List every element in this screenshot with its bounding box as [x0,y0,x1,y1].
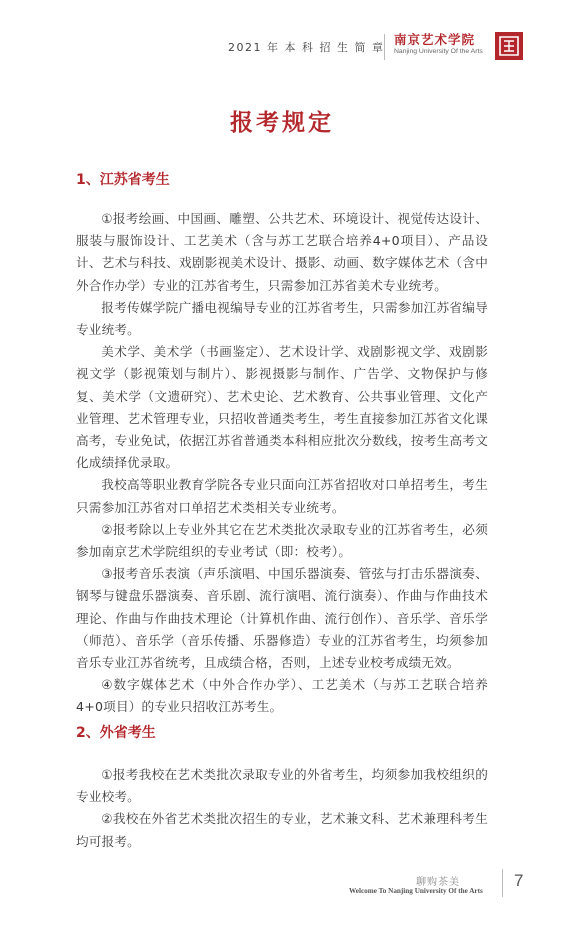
paragraph: ①报考我校在艺术类批次录取专业的外省考生，均须参加我校组织的专业校考。 [76,767,488,805]
footer-welcome-text: Welcome To Nanjing University Of the Arts [349,887,483,895]
paragraph: ③报考音乐表演（声乐演唱、中国乐器演奏、管弦与打击乐器演奏、钢琴与键盘乐器演奏、音乐剧、流行演唱、流行演奏）、作曲与作曲技术理论、作曲与作曲技术理论（计算机作曲、流行创作）、音乐学、音乐学（师范）、音乐学（音乐传播、乐器修造）专业的江苏省考生，均须参加音乐专业江苏省统考，且成绩合格，否则，上述专业校考成绩无效。 [76,566,488,671]
section-heading-jiangsu: 1、江苏省考生 [76,172,170,188]
page-header [228,30,528,64]
paragraph: 报考传媒学院广播电视编导专业的江苏省考生，只需参加江苏省编导专业统考。 [76,299,488,338]
university-logo-text: 南京艺术学院 [394,32,476,47]
page-number: 7 [514,871,524,890]
page-title: 报考规定 [230,109,334,136]
footer-divider [502,869,503,897]
paragraph: ②报考除以上专业外其它在艺术类批次录取专业的江苏省考生，必须参加南京艺术学院组织的专业考试（即：校考）。 [76,521,488,560]
paragraph: ④数字媒体艺术（中外合作办学）、工艺美术（与苏工艺联合培养4+0项目）的专业只招收江苏考生。 [76,677,488,715]
paragraph: 美术学、美术学（书画鉴定）、艺术设计学、戏剧影视文学、戏剧影视文学（影视策划与制片）、影视摄影与制作、广告学、文物保护与修复、美术学（文遗研究）、艺术史论、艺术教育、公共事业管理、文化产业管理、艺术管理专业，只招收普通类考生，考生直接参加江苏省文化课高考，专业免试，依据江苏省普通类本科相应批次分数线，按考生高考文化成绩择优录取。 [76,344,488,471]
paragraph: ①报考绘画、中国画、雕塑、公共艺术、环境设计、视觉传达设计、服装与服饰设计、工艺美术（含与苏工艺联合培养4+0项目）、产品设计、艺术与科技、戏剧影视美术设计、摄影、动画、数字媒体艺术（含中外合作办学）专业的江苏省考生，只需参加江苏省美术专业统考。 [76,211,488,293]
paragraph: ②我校在外省艺术类批次招生的专业，艺术兼文科、艺术兼理科考生均可报考。 [76,811,488,849]
header-title: 2021 年 本 科 招 生 简 章 [228,41,385,54]
paragraph: 我校高等职业教育学院各专业只面向江苏省招收对口单招考生，考生只需参加江苏省对口单招艺术类相关专业统考。 [76,477,488,515]
university-logo-english: Nanjing University Of the Arts [394,48,483,55]
footer-slogan: 聊购茶美 [416,877,460,888]
section-heading-other-provinces: 2、外省考生 [76,725,156,741]
header-divider [384,34,385,60]
section-body-other-provinces [76,764,488,853]
university-seal-icon [495,32,523,60]
section-body-jiangsu [76,208,488,719]
